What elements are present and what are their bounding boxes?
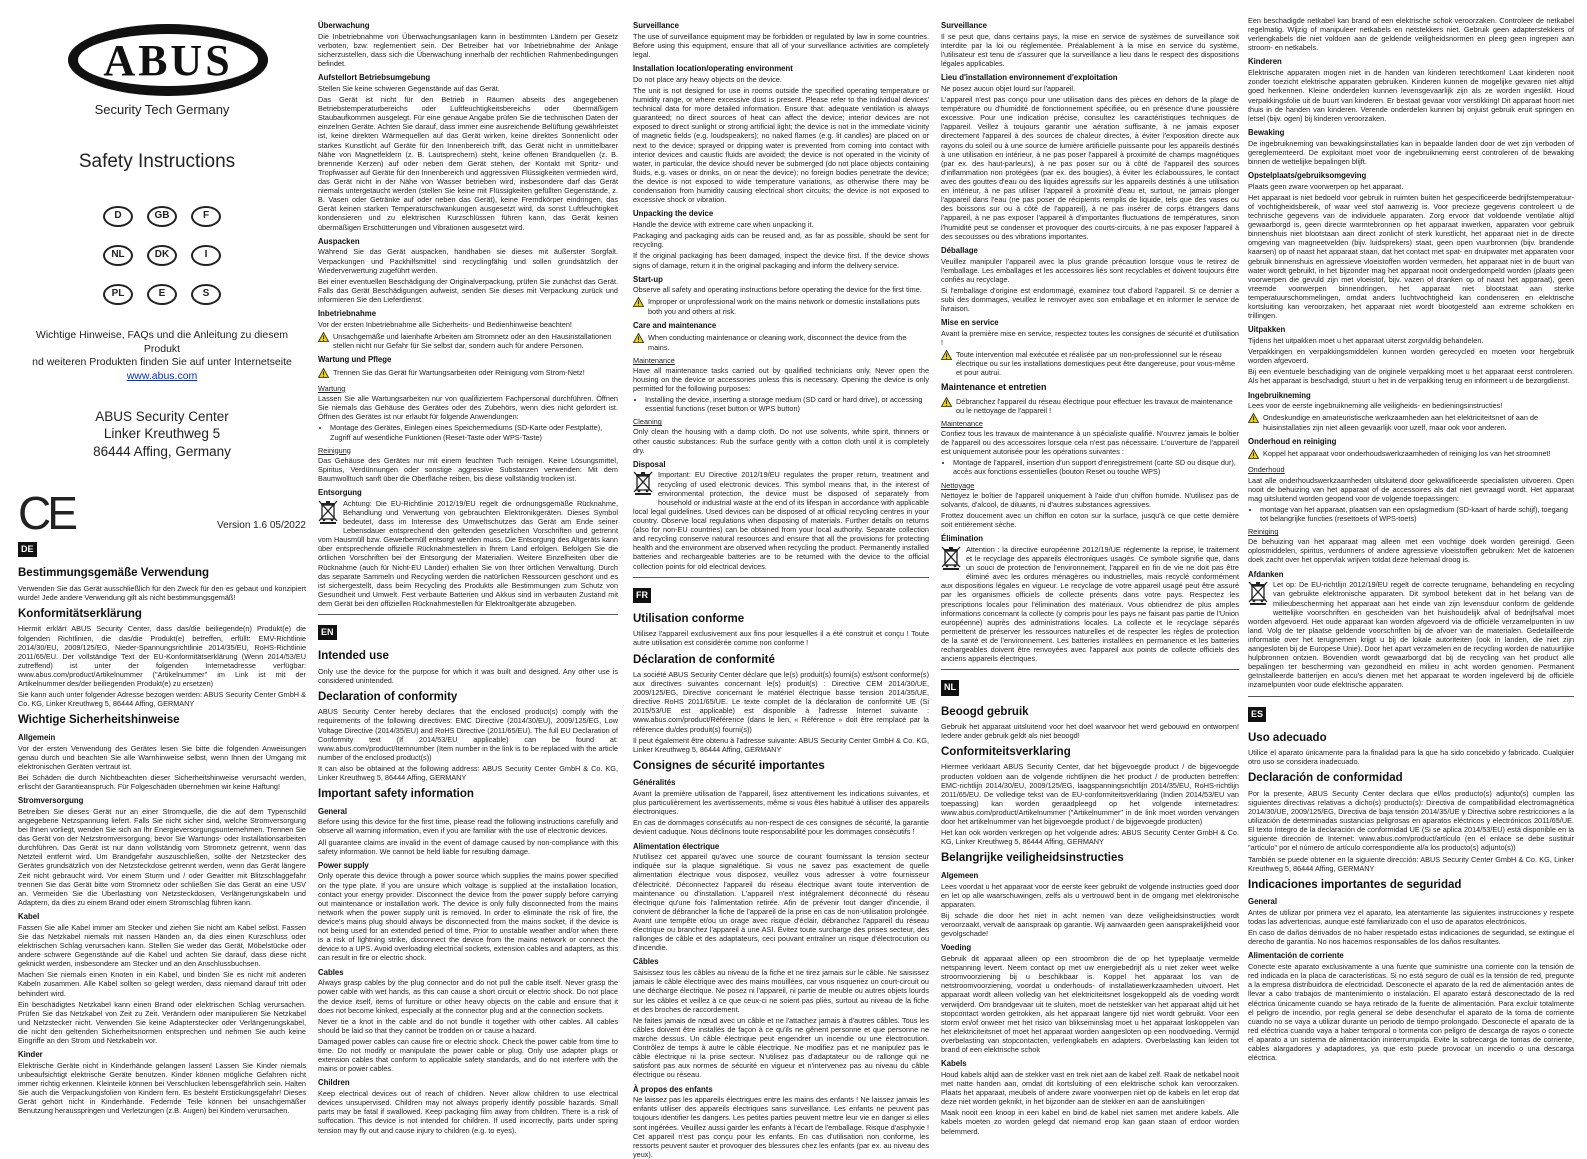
document-title: Safety Instructions	[78, 151, 236, 173]
heading-safety: Wichtige Sicherheitshinweise	[18, 714, 180, 727]
warning-note: Unsachgemäße und laienhafte Arbeiten am Stromnetz oder an den Hausinstallationen stellen nicht nur Gefahr für Sie selbst dar, sondern auch für andere Personen.	[318, 332, 618, 350]
address-block: ABUS Security Center Linker Kreuthweg 5 86444 Affing, Germany	[93, 408, 231, 459]
language-row	[18, 284, 306, 305]
language-row	[18, 245, 306, 266]
warning-triangle-icon	[941, 397, 952, 409]
warning-triangle-icon	[1248, 449, 1259, 461]
crossed-bin-icon	[941, 546, 961, 572]
warning-triangle-icon	[318, 368, 329, 380]
language-pl[interactable]: PL	[103, 284, 133, 305]
column-2: Überwachung Die Inbetriebnahme von Überwachungsanlagen kann in bestimmten Ländern per Gesetz verboten, bzw. reglementiert sein. Der Betreiber hat vor Inbetriebnahme der Anlage sicherzustellen, dass sich die Überwachung innerhalb der rechtlichen Rahmenbedingungen befindet. Aufstellort Betriebsumgebung Stellen Sie keine schweren Gegenstände auf das Gerät. Das Gerät ist nicht für den Betrieb in Räumen abseits des angegebenen Betriebstemperaturbereichs oder Luftfeuchtigkeitsbereichs oder übermäßigem Staubaufkommen ausgelegt. Für eine genaue Angabe prüfen Sie die technischen Daten der einzelnen Geräte. Achten Sie darauf, dass immer eine ausreichende Belüftung gewährleistet ist, keine direkten Wärmequellen auf das Gerät wirken, keine direktes Sonnenlicht oder starkes Kunstlicht auf Geräte für den Innenbereich trifft, das Gerät nicht in unmittelbarer Nähe von Magnetfeldern (z. B. Lautsprechern) steht, keine offenen Brandquellen (z. B. brennende Kerzen) auf oder neben dem Gerät stehen, der Kontakt mit Spritz- und Tropfwasser auf Geräte für den Innenbereich und aggressiven Flüssigkeiten vermieden wird, das Gerät nicht in der Nähe von Wasser betrieben wird, insbesondere darf das Gerät niemals untergetaucht werden (stellen Sie keine mit Flüssigkeiten gefüllten Gegenstände, z. B. Vasen oder Getränke auf oder neben das Gerät), keine Fremdkörper eindringen, das Gerät keinen starken Temperaturschwankungen ausgesetzt wird, da sonst Luftfeuchtigkeit kondensieren und zu elektrischen Kurzschlüssen führen kann, das Gerät keinen übermäßigen Erschütterungen und Vibrationen ausgesetzt wird. Auspacken Während Sie das Gerät auspacken, handhaben sie dieses mit äußerster Sorgfalt. Verpackungen und Packhilfsmittel sind recyclingfähig und sollen grundsätzlich der Wiederverwertung zugeführt werden. Bei einer eventuellen Beschädigung der Originalverpackung, prüfen Sie zunächst das Gerät. Falls das Gerät Beschädigungen aufweist, senden Sie dieses mit Verpackung zurück und informieren Sie den Lieferdienst. Inbetriebnahme Vor der ersten Inbetriebnahme alle Sicherheits- und Bedienhinweise beachten! Unsachgemäße und laienhafte Arbeiten am Stromnetz oder an den Hausinstallationen stellen nicht nur Gefahr für Sie selbst dar, sondern auch für andere Personen. Wartung und Pflege Trennen Sie das Gerät für Wartungsarbeiten oder Reinigung vom Strom-Netz! Wartung Lassen Sie alle Wartungsarbeiten nur von qualifiziertem Fachpersonal durchführen. Öffnen Sie niemals das Gehäuse des Gerätes oder des Zubehörs, wenn dies nicht gefordert ist. Öffnen des Gerätes ist nur erlaubt für folgende Anwendungen: • Montage des Gerätes, Einlegen eines Speichermediums (SD-Karte oder Festplatte), Zugriff auf wesentliche Funktionen (Reset-Taste oder WPS-Taste) Reinigung Das Gehäuse des Gerätes nur mit einem feuchten Tuch reinigen. Keine Lösungsmittel, Spiritus, Verdünnungen oder sonstige aggressive Substanzen verwenden: Mit dem Baumwolltuch sanft über die Oberfläche reiben, bis diese vollständig trocken ist. Entsorgung Achtung: Die EU-Richtlinie 2012/19/EU regelt die ordnungsgemäße Rücknahme, Behandlung und Verwertung von gebrauchten Elektronikgeräten. Dieses Symbol bedeutet, dass im Interesse des Umweltschutzes das Gerät am Ende seiner Lebensdauer entsprechend den geltenden gesetzlichen Vorschriften und getrennt vom Hausmüll bzw. Gewerbemüll entsorgt werden muss. Die Entsorgung des Altgeräts kann über entsprechende offizielle Rücknahmestellen in Ihrem Land erfolgen. Befolgen Sie die örtlichen Vorschriften bei der Entsorgung der Materialien. Weitere Einzelheiten über die Rücknahme (auch für Nicht-EU Länder) erhalten Sie von Ihrer örtlichen Verwaltung. Durch das separate Sammeln und Recycling werden die natürlichen Ressourcen geschont und es ist sichergestellt, dass beim Recycling des Produkts alle Bestimmungen zum Schutz von Gesundheit und Umwelt. Fest verbaute Batterien und Akkus sind im verbauten Zustand mit dem Gerät bei den offiziellen Rücknahmestellen für Elektroaltgeräte abzugeben. EN Intended use Only use the device for the purpose for which it was built and designed. Any other use is considered unintended. Declaration of conformity ABUS Security Center hereby declares that the enclosed product(s) comply with the requirements of the following directives: EMC Directive (2014/30/EU), 2009/125/EG, Low Voltage Directive (2014/35/EU) and RoHS Directive (2011/65/EU). The full EU Declaration of Conformity text (If 2014/53/EU applicable) can be found at: www.abus.com/product/Itemnumber (Item number in the link is to be replaced with the article number of the enclosed product(s)) It can also be obtained at the following address: ABUS Security Center GmbH & Co. KG, Linker Kreuthweg 5, 86444 Affing, GERMANY Important safety information General Before using this device for the first time, please read the following instructions carefully and observe all warning information, even if you are familiar with the use of electronic devices. All guarantee claims are invalid in the event of damage caused by non-compliance with this safety information. We cannot be held liable for resulting damage. Power supply Only operate this device through a power source which supplies the mains power specified on the type plate. If you are unsure which voltage is supplied at the installation location, contact your energy provider. Disconnect the device from the power supply before carrying out maintenance or installation work. The device is only fully disconnected from the mains network when the power supply unit is removed. In order to eliminate the risk of fire, the device's mains plug should always be disconnected from the mains socket, if the device is not being used for an extended period of time. Prior to unstable weather and/or when there is a risk of lightning strike, disconnect the device from the mains network or connect the device to a UPS. Avoid overloading electrical sockets, extension cables and adapters, as this can result in fire or electric shock. Cables Always grasp cables by the plug connector and do not pull the cable itself. Never grasp the power cable with wet hands, as this can cause a short circuit or electric shock. Do not place the device itself, items of furniture or other heavy objects on the cable and ensure that it does not become kinked, especially at the connector plug and at the connection sockets. Never tie a knot in the cable and do not bundle it together with other cables. All cables should be laid so that they cannot be trodden on or cause a hazard. Damaged power cables can cause fire or electric shock. Check the power cable from time to time. Do not modify or manipulate the power cable or plug. Only use adapter plugs or extension cables that conform to applicable safety standards, and do not interfere with the mains or power cables. Children Keep electrical devices out of reach of children. Never allow children to use electrical devices unsupervised. Children may not always properly identify possible hazards. Small parts may be fatal if swallowed. Keep packaging film away from children. There is a risk of suffocation. This device is not intended for children. If used incorrectly, parts under spring tension may fly out and cause injury to children (e.g. to eyes).	[318, 16, 618, 1115]
warning-note: When conducting maintenance or cleaning work, disconnect the device from the mains.	[633, 333, 929, 351]
column-5: Een beschadigde netkabel kan brand of een elektrische schok veroorzaken. Controleer de netkabel regelmatig. Wijzig of manipuleer netkabels en netstekkers niet. Gebruik geen adapterstekkers of verlengkabels die niet voldoen aan de geldende veiligheidsnormen en pleeg geen ingrepen aan stroom- en netkabels. Kinderen Elektrische apparaten mogen niet in de handen van kinderen terechtkomen! Laat kinderen nooit zonder toezicht elektrische apparaten gebruiken. Kinderen kunnen de mogelijke gevaren niet altijd goed herkennen. Kleine onderdelen kunnen levensgevaarlijk zijn als ze worden ingeslikt. Houd verpakkingsfolie uit de buurt van kinderen. Er bestaat gevaar voor verstikking! Dit apparaat hoort niet thuis in de handen van kinderen. Verende onderdelen kunnen bij onjuist gebruik eruit springen en letsel (bijv. ogen) bij kinderen veroorzaken. Bewaking De ingebruikneming van bewakingsinstallaties kan in bepaalde landen door de wet zijn verboden of gereglementeerd. De exploitant moet voor de ingebruikneming eerst controleren of de bewaking binnen de wettelijke bepalingen blijft. Opstelplaats/gebruiksomgeving Plaats geen zware voorwerpen op het apparaat. Het apparaat is niet bedoeld voor gebruik in ruimten buiten het gespecificeerde bedrijfstemperatuur- of vochtigheidsbereik, of waar veel stof aanwezig is. Voor precieze gegevens controleert u de technische gegevens van de individuele apparaten. Zorg ervoor dat voldoende ventilatie altijd gewaarborgd is, geen directe warmtebronnen op het apparaat inwerken, apparaten voor gebruik binnenshuis niet blootstaan aan direct zonlicht of sterk kunstlicht, het apparaat niet in de directe omgeving van magneetvelden (bijv. luidsprekers) staat, geen open vuurbronnen (bijv. brandende kaarsen) op of naast het apparaat staan, dat het contact met spat- en druipwater met apparaten voor gebruik binnenshuis en agressieve vloeistoffen worden vermeden, het apparaat niet in de buurt van water wordt gebruikt, in het bijzonder mag het apparaat nooit ondergedompeld worden (plaats geen voorwerpen die gevuld zijn met vloeistof, bijv. vazen of dranken op of naast het apparaat), geen vreemde voorwerpen binnendringen, het apparaat niet blootstaat aan sterke temperatuurschommelingen, omdat anders luchtvochtigheid kan condenseren en elektrische kortsluiting kan veroorzaken, het apparaat niet wordt blootgesteld aan extreme schokken en trillingen. Uitpakken Tijdens het uitpakken moet u het apparaat uiterst zorgvuldig behandelen. Verpakkingen en verpakkingsmiddelen kunnen worden gerecycled en moeten voor hergebruik worden afgevoerd. Bij een eventuele beschadiging van de originele verpakking moet u het apparaat eerst controleren. Als het apparaat is beschadigd, stuurt u het in de verpakking terug en informeert u de bezorgdienst. Ingebruikneming Lees voor de eerste ingebruikneming alle veiligheids- en bedieningsinstructies! Ondeskundige en amateuristische werkzaamheden aan het elektriciteitsnet of aan de huisinstallaties zijn niet alleen gevaarlijk voor uzelf, maar ook voor anderen. Onderhoud en reiniging Koppel het apparaat voor onderhoudswerkzaamheden of reiniging los van het stroomnet! Onderhoud Laat alle onderhoudswerkzaamheden uitsluitend door gekwalificeerde specialisten uitvoeren. Open nooit de behuizing van het apparaat of de accessoires als dat niet gevraagd wordt. Het apparaat mag uitsluitend worden geopend voor de volgende toepassingen: • montage van het apparaat, plaatsen van een opslagmedium (SD-kaart of harde schijf), toegang tot belangrijke functies (resettoets of WPS-toets) Reiniging De behuizing van het apparaat mag alleen met een vochtige doek worden gereinigd. Geen oplosmiddelen, spiritus, verdunners of andere agressieve vloeistoffen gebruiken: Met de katoenen doek zacht over het oppervlak wrijven totdat deze helemaal droog is. Afdanken Let op: De EU-richtlijn 2012/19/EU regelt de correcte terugname, behandeling en recycling van gebruikte elektronische apparaten. Dit symbool betekent dat in het belang van de milieubescherming het apparaat aan het einde van zijn levensduur conform de geldende wettelijke voorschriften en gescheiden van het huishoudelijk afval of bedrijfsafval moet worden afgevoerd. Het oude apparaat kan worden afgevoerd via de officiële verzamelpunten in uw land. Volg de ter plaatse geldende voorschriften bij de afvoer van de materialen. Gedetailleerde informatie over het terugnemen krijgt u bij de lokale autoriteiten (ook in landen, die niet zijn aangesloten bij de Europese Unie). Door het apart verzamelen en de recycling worden de natuurlijke hulpbronnen ontzien. Bovendien wordt gewaarborgd dat bij de recycling van het product alle bepalingen ter bescherming van gezondheid en milieu in acht worden genomen. Permanent geïnstalleerde batterijen en accu's dienen met het apparaat te worden ingeleverd bij de officiële inzamelpunten voor oude elektrische apparaten. ES Uso adecuado Utilice el aparato únicamente para la finalidad para la que ha sido concebido y fabricado. Cualquier otro uso se considera inadecuado. Declaración de conformidad Por la presente, ABUS Security Center declara que el/los producto(s) adjunto(s) cumplen las siguientes directivas relativas a dicho(s) producto(s): Directiva de compatibilidad electromagnética 2014/30/UE, 2009/125/EG, Directiva de baja tensión 2014/35/UE y Directiva sobre restricciones a la utilización de determinadas sustancias peligrosas en aparatos eléctricos y electrónicos 2011/65/UE. El texto íntegro de la declaración de conformidad UE (Si se aplica 2014/53/EU) está disponible en la siguiente dirección de Internet: www.abus.com/product/artículo (en el enlace se debe sustituir "artículo" por el número de artículo correspondiente al/a los producto(s) adjunto(s)) También se puede obtener en la siguiente dirección: ABUS Security Center GmbH & Co. KG, Linker Kreuthweg 5, 86444 Affing, GERMANY Indicaciones importantes de seguridad General Antes de utilizar por primera vez el aparato, lea atentamente las siguientes instrucciones y respete todas las advertencias, aunque esté familiarizado con el uso de aparatos electrónicos. En caso de daños derivados de no haber respetado estas indicaciones de seguridad, se extingue el derecho de garantía. No nos hacemos responsables de los daños resultantes. Alimentación de corriente Conecte este aparato exclusivamente a una fuente que suministre una corriente con la tensión de red indicada en la placa de características. Si no está seguro de cuál es la tensión de red, pregunte a la empresa distribuidora de electricidad. Desconecte el aparato de la red de alimentación antes de llevar a cabo trabajos de mantenimiento o instalación. El aparato estará desconectado de la red eléctrica únicamente cuando se haya retirado de la fuente de alimentación. Para excluir totalmente el peligro de incendio, por regla general se debe desenchufar el aparato de la toma de corriente cuando no se vaya a utilizar durante un periodo de tiempo prolongado. Desconecte el aparato de la red eléctrica cuando vaya a haber temporal o tormenta con peligro de descarga de rayos o conecte el aparato a un sistema de alimentación ininterrumpida. Evite la sobrecarga de tomas de corriente, cables alargadores y adaptadores, ya que esto puede provocar un incendio o una descarga eléctrica.	[1248, 16, 1574, 1115]
heading-conformity: Konformitätserklärung	[18, 608, 142, 621]
ce-row	[18, 487, 306, 540]
version-label: Version 1.6 05/2022	[217, 519, 306, 531]
column-4: Surveillance Il se peut que, dans certains pays, la mise en service de systèmes de surveillance soit interdite par la loi ou réglementée. Préalablement à la mise en service du système, l'utilisateur est tenu de s'assurer que la surveillance a lieu dans le respect des dispositions légales applicables. Lieu d'installation environnement d'exploitation Ne posez aucun objet lourd sur l'appareil. L'appareil n'est pas conçu pour une utilisation dans des pièces en dehors de la plage de température ou d'humidité de fonctionnement spécifiée, ou en présence d'une poussière excessive. Pour une indication précise, consultez les caractéristiques techniques de l'appareil. Veillez à toujours garantir une aération suffisante, à ne jamais exposer directement l'appareil à des sources de chaleur directes, à éviter l'exposition directe aux rayons du soleil ou à une source de lumière artificielle puissante pour les appareils destinés à une utilisation en intérieur, à ne pas poser l'appareil à proximité de champs magnétiques (par ex. des haut-parleurs), à ne pas poser sur ou à côté de l'appareil des sources d'inflammation non protégées (par ex. des bougies), à éviter les éclaboussures, le contact avec des gouttes d'eau ou des liquides agressifs sur les appareils destinés à une utilisation en intérieur, à ne pas utiliser l'appareil à proximité d'eau et, surtout, ne jamais plonger l'appareil dans l'eau (ne pas poser de récipients remplis de liquide, tels que des vases ou des boissons sur ou à côté de l'appareil), à ne pas insérer de corps étrangers dans l'appareil, à ne pas exposer l'appareil à d'importantes fluctuations de températures, sinon l'humidité peut se condenser et provoquer des courts-circuits, à ne pas exposer l'appareil à des secousses ou des vibrations importantes. Déballage Veuillez manipuler l'appareil avec la plus grande précaution lorsque vous le retirez de l'emballage. Les emballages et les accessoires liés sont recyclables et doivent toujours être confiés au recyclage. Si l'emballage d'origine est endommagé, examinez tout d'abord l'appareil. Si ce dernier a subi des dommages, veuillez le renvoyer avec son emballage et en informer le service de livraison. Mise en service Avant la première mise en service, respectez toutes les consignes de sécurité et d'utilisation ! Toute intervention mal exécutée et réalisée par un non-professionnel sur le réseau électrique ou sur les installations domestiques peut être dangereuse, pour vous-même et pour autrui. Maintenance et entretien Débranchez l'appareil du réseau électrique pour effectuer les travaux de maintenance ou le nettoyage de l'appareil ! Maintenance Confiez tous les travaux de maintenance à un spécialiste qualifié. N'ouvrez jamais le boîtier de l'appareil ou des accessoires lorsque cela n'est pas nécessaire. L'ouverture de l'appareil est uniquement autorisée pour les opérations suivantes : • Montage de l'appareil, insertion d'un support d'enregistrement (carte SD ou disque dur), accès aux fonctions essentielles (bouton Reset ou touche WPS) Nettoyage Nettoyez le boîtier de l'appareil uniquement à l'aide d'un chiffon humide. N'utilisez pas de solvants, d'alcool, de diluants, ni d'autres substances agressives. Frottez doucement avec un chiffon en coton sur la surface, jusqu'à ce que cette dernière soit entièrement sèche. Élimination Attention : la directive européenne 2012/19/UE réglemente la reprise, le traitement et le recyclage des appareils électroniques usagés. Ce symbole signifie que, dans un souci de protection de l'environnement, l'appareil en fin de vie ne doit pas être éliminé avec les ordures ménagères ou industrielles, mais recyclé conformément aux dispositions légales en vigueur. Le recyclage de votre appareil usagé peut être assuré par les organismes officiels de collecte présents dans votre pays. Respectez les prescriptions locales pour l'élimination des matériaux. Vous obtiendrez de plus amples informations concernant la collecte (y compris pour les pays ne faisant pas partie de l'Union européenne) auprès des administrations locales. La collecte et le recyclage séparés permettent de préserver les ressources naturelles et de respecter les règles de protection de la santé et de l'environnement. Les batteries installées en permanence et les batteries rechargeables doivent être renvoyées avec l'appareil aux points de collecte officiels des anciens appareils électriques. NL Beoogd gebruik Gebruik het apparaat uitsluitend voor het doel waarvoor het werd gebouwd en ontworpen! Iedere ander gebruik geldt als niet beoogd! Conformiteitsverklaring Hiermee verklaart ABUS Security Center, dat het bijgevoegde product / de bijgevoegde producten voldoen aan de volgende richtlijnen die het product / de producten betreffen: EMC-richtlijn 2014/30/EU, 2009/125/EG, laagspanningsrichtlijn 2014/35/EU, RoHS-richtlijn 2011/65/EU. De volledige tekst van de EU-conformiteitsverklaring (Indien 2014/53/EU van toepassing) kan worden geraadpleegd op het volgende internetadres: www.abus.com/product/Artikelnummer ("Artikelnummer" in de link moet worden vervangen door het artikelnummer van het bijgevoegde product / de bijgevoegde producten) Het kan ook worden verkregen op het volgende adres: ABUS Security Center GmbH & Co. KG, Linker Kreuthweg 5, 86444 Affing, GERMANY Belangrijke veiligheidsinstructies Algemeen Lees voordat u het apparaat voor de eerste keer gebruikt de volgende instructies goed door en let op alle waarschuwingen, zelfs als u vertrouwd bent in de omgang met elektronische apparaten. Bij schade die door het niet in acht nemen van deze veiligheidsinstructies wordt veroorzaakt, vervalt de aanspraak op garantie. Wij aanvaarden geen aansprakelijkheid voor gevolgschade! Voeding Gebruik dit apparaat alleen op een stroombron die de op het typeplaatje vermelde netspanning levert. Neem contact op met uw energiebedrijf als u niet zeker weet welke stroomvoorziening bij u beschikbaar is. Koppel het apparaat los van de netstroomvoorziening, voordat u onderhouds- of installatiewerkzaamheden uitvoert. Het apparaat wordt alleen volledig van het elektriciteitsnet losgekoppeld als de voeding wordt verwijderd. Om brandgevaar uit te sluiten, moet de netstekker van het apparaat altijd uit het stopcontact worden getrokken, als het apparaat langere tijd niet wordt gebruikt. Voor een storm en/of onweer met het risico van blikseminslag moet u het apparaat loskoppelen van het elektriciteitsnet of moet het apparaat worden aangesloten op een noodvoeding. Vermijd overbelasting van stopcontacten, verlengkabels en adapters. Overbelasting kan leiden tot brand of een elektrische schok Kabels Houd kabels altijd aan de stekker vast en trek niet aan de kabel zelf. Raak de netkabel nooit met natte handen aan, omdat dit kortsluiting of een elektrische schok kan veroorzaken. Plaats het apparaat, meubels of andere zware voorwerpen niet op de kabels en let erop dat deze niet worden geknikt, in het bijzonder aan de stekker en aan de aansluitingen Maak nooit een knoop in een kabel en bind de kabel niet samen met andere kabels. Alle kabels moeten zo worden gelegd dat niemand erop kan gaan staan of erdoor worden belemmerd.	[941, 16, 1239, 1115]
warning-triangle-icon	[633, 333, 644, 345]
heading-intended-use: Bestimmungsgemäße Verwendung	[18, 567, 210, 580]
warning-triangle-icon	[318, 332, 329, 344]
warning-note: Trennen Sie das Gerät für Wartungsarbeiten oder Reinigung vom Strom-Netz!	[318, 368, 618, 380]
warning-note: Koppel het apparaat voor onderhoudswerkzaamheden of reiniging los van het stroomnet!	[1248, 449, 1574, 461]
language-gb[interactable]: GB	[147, 206, 177, 227]
warning-triangle-icon	[941, 350, 952, 362]
lang-badge-de: DE	[18, 542, 37, 557]
column-3: Surveillance The use of surveillance equipment may be forbidden or regulated by law in some countries. Before using this equipment, ensure that all of your surveillance activities are completely legal. Installation location/operating environment Do not place any heavy objects on the device. The unit is not designed for use in rooms outside the specified operating temperature or humidity range, or where excessive dust is present. Please refer to the individual devices' technical data for more detailed information. Ensure that: adequate ventilation is always guaranteed; no direct sources of heat can affect the device; interior devices are not exposed to direct sunlight or strong artificial light; the device is not in the immediate vicinity of magnetic fields (e.g. loudspeakers); no naked flames (e.g. lit candles) are placed on or next to the device; sprayed or dripping water is prevented from coming into contact with interior devices and caustic fluids are avoided; the device is not operated in the vicinity of water, in particular, the device should never be submerged (do not place objects containing fluids, e.g. vases or drinks, on or near the device); no foreign bodies penetrate the device; the device is not exposed to wide temperature variations, as otherwise there may be condensation from humidity causing electrical short circuits; the device is not exposed to excessive shock or vibration. Unpacking the device Handle the device with extreme care when unpacking it. Packaging and packaging aids can be reused and, as far as possible, should be sent for recycling. If the original packaging has been damaged, inspect the device first. If the device shows signs of damage, return it in the original packaging and inform the delivery service. Start-up Observe all safety and operating instructions before operating the device for the first time. Improper or unprofessional work on the mains network or domestic installations puts both you and others at risk. Care and maintenance When conducting maintenance or cleaning work, disconnect the device from the mains. Maintenance Have all maintenance tasks carried out by qualified technicians only. Never open the housing on the device or accessories unless this is necessary. Opening the device is only permitted for the following purposes: • Installing the device, inserting a storage medium (SD card or hard drive), or accessing essential functions (reset button or WPS button) Cleaning Only clean the housing with a damp cloth. Do not use solvents, white spirit, thinners or other caustic substances: Rub the surface gently with a cotton cloth until it is completely dry. Disposal Important: EU Directive 2012/19/EU regulates the proper return, treatment and recycling of used electronic devices. This symbol means that, in the interest of environmental protection, the device must be disposed of separately from household or industrial waste at the end of its lifespan in accordance with applicable local legal guidelines. Used devices can be disposed of at official recycling centres in your country. Observe local regulations when disposing of materials. Further details on returns (also for non-EU countries) can be obtained from your local authority. Separate collection and recycling conserve natural resources and ensure that all the provisions for protecting health and the environment are observed when recycling the product. Permanently installed batteries and rechargeable batteries are to be returned with the device to the official collection points for old electrical devices. FR Utilisation conforme Utilisez l'appareil exclusivement aux fins pour lesquelles il a été construit et conçu ! Toute autre utilisation est considérée comme non conforme ! Déclaration de conformité La société ABUS Security Center déclare que le(s) produit(s) fourni(s) est/sont conforme(s) aux directives suivantes concernant le(s) produit(s) : Directive CEM 2014/30/UE, 2009/125/EG, Directive concernant le matériel électrique basse tension 2014/35/UE, directive RoHS 2011/65/UE. Le texte complet de la déclaration de conformité UE (Si 2015/53/UE est applicable) est disponible à l'adresse Internet suivante : www.abus.com/product/Référence (dans le lien, « Référence » doit être remplacé par la référence du/des produit(s) fourni(s)) Il peut également être obtenu à l'adresse suivante: ABUS Security Center GmbH & Co. KG, Linker Kreuthweg 5, 86444 Affing, GERMANY Consignes de sécurité importantes Généralités Avant la première utilisation de l'appareil, lisez attentivement les indications suivantes, et plus particulièrement les avertissements, même si vous êtes habitué à utiliser des appareils électroniques. En cas de dommages consécutifs au non-respect de ces consignes de sécurité, la garantie devient caduque. Nous déclinons toute responsabilité pour les dommages consécutifs ! Alimentation électrique N'utilisez cet appareil qu'avec une source de courant fournissant la tension secteur indiquée sur la plaque signalétique. Si vous ne savez pas exactement de quelle alimentation électrique vous disposez, veuillez vous adresser à votre fournisseur d'électricité. Déconnectez l'appareil du réseau électrique avant toute intervention de maintenance ou d'installation. L'appareil n'est intégralement déconnecté du réseau électrique qu'une fois l'alimentation retirée. Afin de prévenir tout danger d'incendie, il convient de débrancher la fiche de l'appareil de la prise en cas de non-utilisation prolongée. Avant une tempête et/ou un orage avec risque d'éclair, débranchez l'appareil du réseau électrique ou branchez l'appareil à une ASI. Évitez toute surcharge des prises secteur, des rallonges de câble et des adaptateurs, ceci pouvant entraîner un risque d'électrocution ou d'incendie. Câbles Saisissez tous les câbles au niveau de la fiche et ne tirez jamais sur le câble. Ne saisissez jamais le câble électrique avec des mains mouillées, car vous risqueriez un court-circuit ou une décharge électrique. Ne posez ni l'appareil, ni partie de meuble ou autres objets lourds sur les câbles et veillez à ce que ceux-ci ne soient pas pliés, surtout au niveau de la fiche et des broches de raccordement. Ne faites jamais de nœud avec un câble et ne l'attachez jamais à d'autres câbles. Tous les câbles doivent être installés de façon à ce qu'ils ne gênent personne et que personne ne marche dessus. Un câble électrique peut engendrer un incendie ou une électrocution. Contrôlez de temps à autre le câble électrique. Ne modifiez pas et ne manipulez pas le câble électrique ni la prise secteur. N'utilisez pas d'adaptateur ou de rallonge qui ne satisfont pas aux normes de sécurité en vigueur et n'intervenez pas au niveau du câble électrique ou réseau. À propos des enfants Ne laissez pas les appareils électriques entre les mains des enfants ! Ne laissez jamais les enfants utiliser des appareils électriques sans surveillance. Les enfants ne peuvent pas toujours identifier les dangers. Les petites parties peuvent mettre leur vie en danger si elles sont ingérées. Veuillez aussi garder les enfants à l'écart de l'emballage. Risque d'asphyxie ! Cet appareil n'est pas conçu pour les enfants. En cas d'utilisation non conforme, les ressorts peuvent sauter et provoquer des blessures chez les enfants (par ex. au niveau des yeux).	[633, 16, 929, 1115]
abus-logo	[68, 24, 268, 96]
divider	[1248, 696, 1574, 697]
lang-badge-fr: FR	[633, 588, 651, 603]
divider	[941, 669, 1239, 670]
crossed-bin-icon	[318, 500, 338, 526]
warning-note: Ondeskundige en amateuristische werkzaamheden aan het elektriciteitsnet of aan de huisinstallaties zijn niet alleen gevaarlijk voor uzelf, maar ook voor anderen.	[1248, 413, 1574, 431]
language-e[interactable]: E	[147, 284, 177, 305]
divider	[633, 577, 929, 578]
website-link[interactable]: www.abus.com	[126, 369, 198, 382]
tagline: Security Tech Germany	[94, 102, 230, 117]
hint-text: Wichtige Hinweise, FAQs und die Anleitung zu diesem Produkt nd weiteren Produkten finden Sie auf unter Internetseite www.abus.com	[18, 329, 306, 384]
warning-note: Débranchez l'appareil du réseau électrique pour effectuer les travaux de maintenance ou le nettoyage de l'appareil !	[941, 397, 1239, 415]
divider	[318, 614, 618, 615]
warning-triangle-icon	[1248, 413, 1259, 425]
crossed-bin-icon	[633, 471, 653, 497]
warning-note: Improper or unprofessional work on the mains network or domestic installations puts both you and others at risk.	[633, 297, 929, 315]
language-dk[interactable]: DK	[147, 245, 177, 266]
lang-badge-es: ES	[1248, 707, 1266, 722]
language-i[interactable]: I	[191, 245, 221, 266]
lang-badge-en: EN	[318, 625, 337, 640]
language-f[interactable]: F	[191, 206, 221, 227]
warning-triangle-icon	[633, 297, 644, 309]
language-row	[18, 206, 306, 227]
logo-text: ABUS	[103, 35, 233, 85]
language-d[interactable]: D	[103, 206, 133, 227]
crossed-bin-icon	[1248, 581, 1268, 607]
language-s[interactable]: S	[191, 284, 221, 305]
lang-badge-nl: NL	[941, 680, 959, 695]
language-nl[interactable]: NL	[103, 245, 133, 266]
language-selector	[18, 206, 306, 305]
ce-mark: CE	[18, 487, 74, 540]
column-1: ABUS Security Tech Germany Safety Instructions D GB F NL DK I PL E S Wichtige Hinweise, FAQs und die Anleitung zu diesem Produkt nd weiteren Produkten finden Sie auf unter Internetseite www.abus.com ABUS Security Center Linker Kreuthweg 5 86444 Affing, Germany CE Version 1.6 05/2022 DE Bestimmungsgemäße Verwendung Verwenden Sie das Gerät ausschließlich für den Zweck für den es gebaut und konzipiert wurde! Jede andere Verwendung gilt als nicht bestimmungsgemäß! Konformitätserklärung Hiermit erklärt ABUS Security Center, dass das/die beiliegende(n) Produkt(e) die folgenden Richtlinien, die das/die Produkt(e) betreffen, erfüllt: EMV-Richtlinie 2014/30/EU, 2009/125/EG, Nieder-Spannungsrichtlinie 2014/35/EU, RoHS-Richtlinie 2011/65/EU. Der vollständige Text der EU-Konformitätserklärung (Wenn 2014/53/EU zutreffend) ist unter der folgenden Internetadresse verfügbar: www.abus.com/product/Artikelnummer ("Artikelnummer" im Link ist mit der Artikelnummer des/der beiliegenden Produkt(e) zu ersetzen) Sie kann auch unter folgender Adresse bezogen werden: ABUS Security Center GmbH & Co. KG, Linker Kreuthweg 5, 86444 Affing, GERMANY Wichtige Sicherheitshinweise Allgemein Vor der ersten Verwendung des Gerätes lesen Sie bitte die folgenden Anweisungen genau durch und beachten Sie alle Warnhinweise selbst, wenn Ihnen der Umgang mit elektronischen Geräten vertraut ist. Bei Schäden die durch Nichtbeachten dieser Sicherheitshinweise verursacht werden, erlischt der Garantieanspruch. Für Folgeschäden übernehmen wir keine Haftung! Stromversorgung Betreiben Sie dieses Gerät nur an einer Stromquelle, die die auf dem Typenschild angegebene Netzspannung liefert. Falls Sie nicht sicher sind, welche Stromversorgung bei Ihnen vorliegt, wenden Sie sich an Ihr Energieversorgungsunternehmen. Trennen Sie das Gerät von der Netzstromversorgung, bevor Sie Wartungs- oder Installationsarbeiten durchführen. Das Gerät ist nur dann vollständig vom Stromnetz getrennt, wenn das Netzteil entfernt wird. Um Brandgefahr auszuschließen, sollte der Netzstecker des Gerätes grundsätzlich von der Netzsteckdose getrennt werden, wenn das Gerät längere Zeit nicht gebraucht wird. Vor einem Sturm und / oder Gewitter mit Blitzschlaggefahr trennen Sie das Gerät bitte vom Stromnetz oder schließen Sie das Gerät an eine USV an. Vermeiden Sie die Überlastung von Netzsteckdosen, Verlängerungskabeln und Adaptern, da dies zu einem Brand oder einem Stromschlag führen kann. Kabel Fassen Sie alle Kabel immer am Stecker und ziehen Sie nicht am Kabel selbst. Fassen Sie das Netzkabel niemals mit nassen Händen an, da dies einen Kurzschluss oder elektrischen Schlag verursachen kann. Stellen Sie weder das Gerät, Möbelstücke oder andere schwere Gegenstände auf die Kabel und achten Sie darauf, dass diese nicht geknickt werden, insbesondere am Stecker und an den Anschlussbuchsen. Machen Sie niemals einen Knoten in ein Kabel, und binden Sie es nicht mit anderen Kabeln zusammen. Alle Kabel sollten so gelegt werden, dass niemand darauf tritt oder behindert wird. Ein beschädigtes Netzkabel kann einen Brand oder elektrischen Schlag verursachen. Prüfen Sie das Netzkabel von Zeit zu Zeit. Verändern oder manipulieren Sie Netzkabel und Netzstecker nicht. Verwenden Sie keine Adapterstecker oder Verlängerungskabel, die nicht den geltenden Sicherheitsnormen entsprechen und nehmen Sie auch keine Eingriffe an den Strom und Netzkabeln vor. Kinder Elektrische Geräte nicht in Kinderhände gelangen lassen! Lassen Sie Kinder niemals unbeaufsichtigt elektrische Geräte benutzen. Kinder können mögliche Gefahren nicht immer richtig erkennen. Kleinteile können bei Verschlucken lebensgefährlich sein. Halten Sie auch die Verpackungsfolien von Kindern fern. Es besteht Erstickungsgefahr! Dieses Gerät gehört nicht in Kinderhände. Federnde Teile können bei unsachgemäßer Benutzung herausspringen und Verletzungen (z.B. Augen) bei Kindern verursachen.	[18, 16, 306, 1115]
warning-note: Toute intervention mal exécutée et réalisée par un non-professionnel sur le réseau électrique ou sur les installations domestiques peut être dangereuse, pour vous-même et pour autrui.	[941, 350, 1239, 377]
